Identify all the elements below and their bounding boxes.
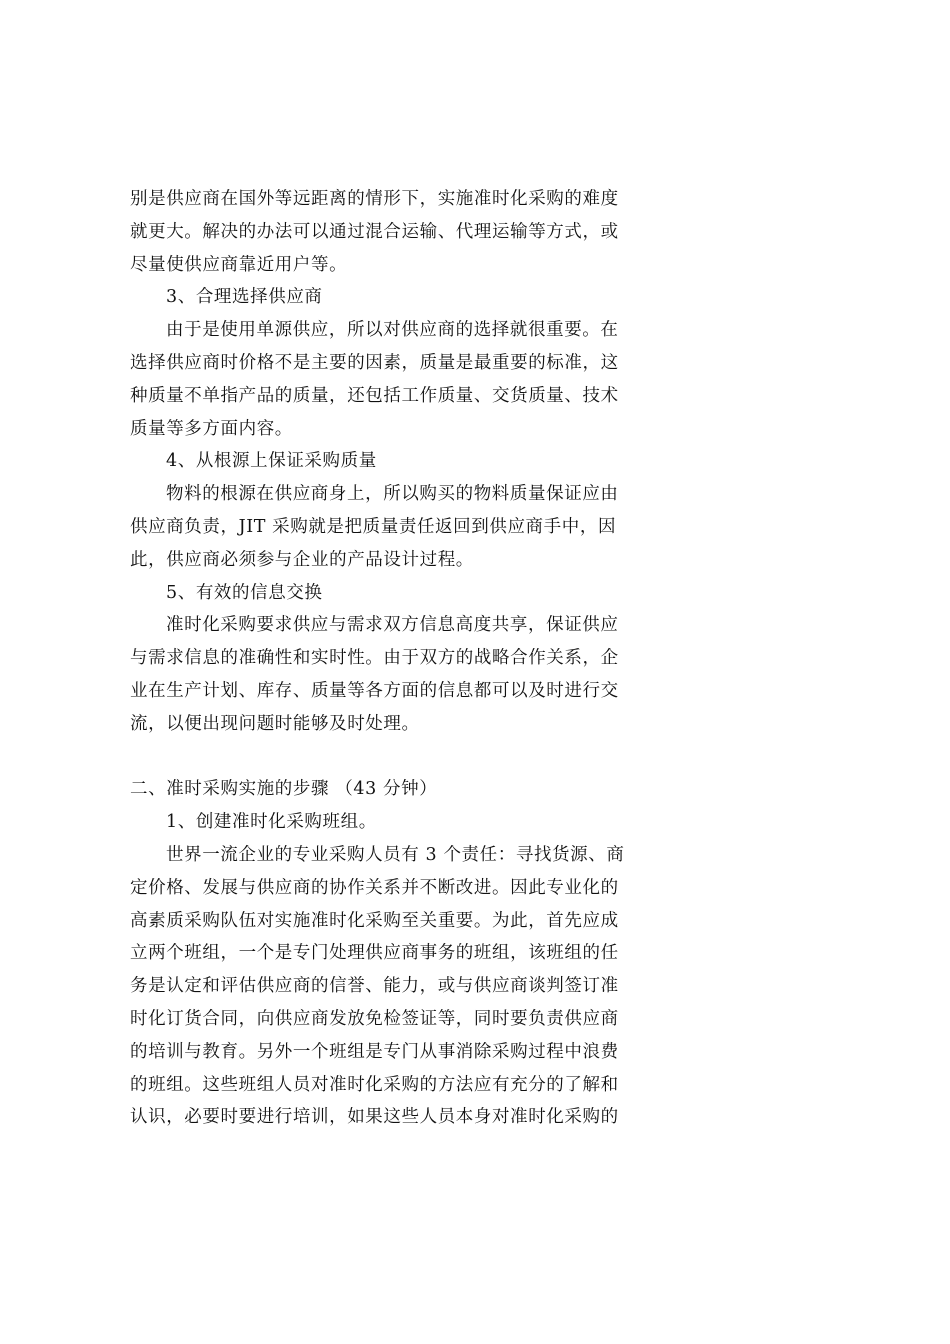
text-line: 流，以便出现问题时能够及时处理。 <box>130 713 420 734</box>
text-line: 质量等多方面内容。 <box>130 418 293 439</box>
text-line: 时化订货合同，向供应商发放免检签证等，同时要负责供应商 <box>130 1008 619 1029</box>
text-line: 高素质采购队伍对实施准时化采购至关重要。为此，首先应成 <box>130 910 619 931</box>
text-line: 就更大。解决的办法可以通过混合运输、代理运输等方式，或 <box>130 221 619 242</box>
text-line: 二、准时采购实施的步骤 （43 分钟） <box>130 779 438 800</box>
text-line: 与需求信息的准确性和实时性。由于双方的战略合作关系，企 <box>130 648 619 669</box>
blank-line <box>130 741 658 774</box>
text-line: 的培训与教育。另外一个班组是专门从事消除采购过程中浪费 <box>130 1041 619 1062</box>
text-line: 此，供应商必须参与企业的产品设计过程。 <box>130 549 474 570</box>
text-line: 别是供应商在国外等远距离的情形下，实施准时化采购的难度 <box>130 189 619 209</box>
text-line: 世界一流企业的专业采购人员有 3 个责任：寻找货源、商 <box>166 844 625 865</box>
text-line: 种质量不单指产品的质量，还包括工作质量、交货质量、技术 <box>130 385 619 406</box>
text-line: 业在生产计划、库存、质量等各方面的信息都可以及时进行交 <box>130 680 619 701</box>
text-line: 立两个班组，一个是专门处理供应商事务的班组，该班组的任 <box>130 943 619 964</box>
text-line: 供应商负责，JIT 采购就是把质量责任返回到供应商手中，因 <box>130 516 617 537</box>
text-line: 5、有效的信息交换 <box>166 582 323 603</box>
text-line: 定价格、发展与供应商的协作关系并不断改进。因此专业化的 <box>130 877 619 898</box>
text-line: 4、从根源上保证采购质量 <box>166 451 377 472</box>
text-line: 的班组。这些班组人员对准时化采购的方法应有充分的了解和 <box>130 1074 619 1095</box>
text-line: 尽量使供应商靠近用户等。 <box>130 254 348 275</box>
text-line: 由于是使用单源供应，所以对供应商的选择就很重要。在 <box>166 320 619 341</box>
text-line: 物料的根源在供应商身上，所以购买的物料质量保证应由 <box>166 484 619 505</box>
text-line: 务是认定和评估供应商的信誉、能力，或与供应商谈判签订准 <box>130 976 619 997</box>
document-page <box>130 183 658 1134</box>
text-line: 选择供应商时价格不是主要的因素，质量是最重要的标准，这 <box>130 352 619 373</box>
text-line: 3、合理选择供应商 <box>166 287 323 308</box>
text-line: 1、创建准时化采购班组。 <box>166 812 377 833</box>
text-line: 准时化采购要求供应与需求双方信息高度共享，保证供应 <box>166 615 619 636</box>
text-line: 认识，必要时要进行培训，如果这些人员本身对准时化采购的 <box>130 1107 619 1128</box>
